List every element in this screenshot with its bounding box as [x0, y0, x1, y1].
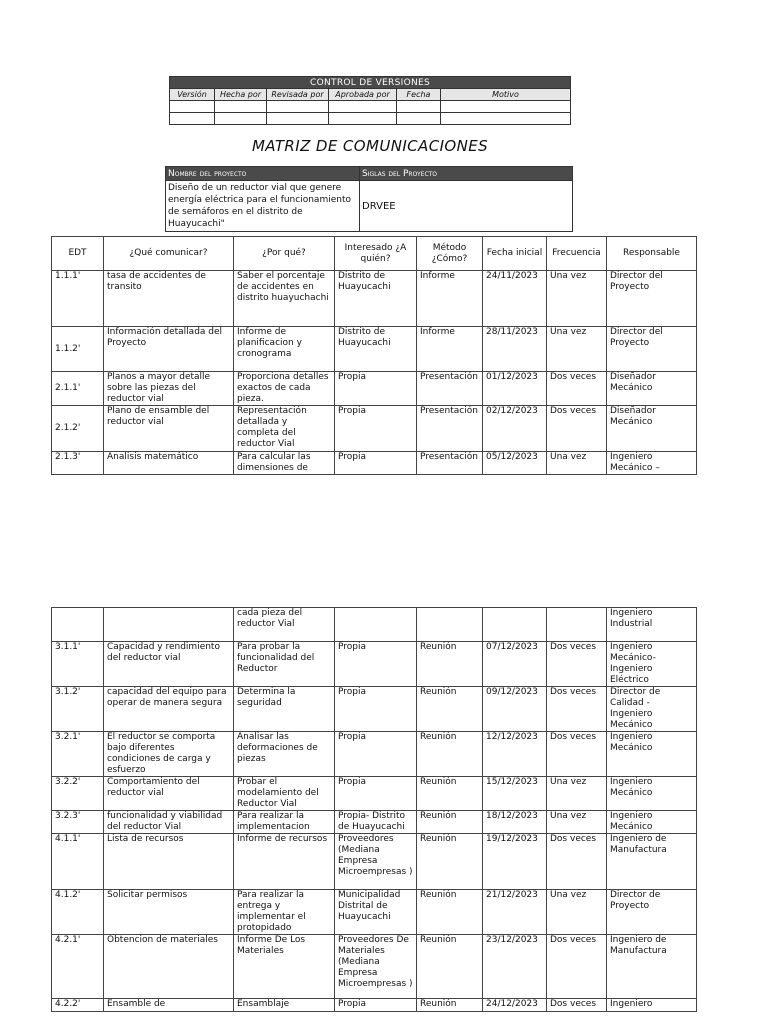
table-row [52, 406, 697, 452]
col-header-metodo: Método ¿Cómo? [417, 237, 483, 271]
cell-responsable: Ingeniero de Manufactura [607, 935, 697, 999]
cell-responsable: Ingeniero de Manufactura [607, 834, 697, 890]
version-control-table [169, 76, 571, 125]
cell-metodo: Reunión [417, 777, 483, 811]
cell-que [104, 608, 234, 642]
cell-metodo: Presentación [417, 406, 483, 452]
cell-que: Capacidad y rendimiento del reductor vial [104, 642, 234, 687]
col-header-responsable: Responsable [607, 237, 697, 271]
cell-responsable: Diseñador Mecánico [607, 372, 697, 406]
version-empty-row [170, 113, 571, 125]
cell-frecuencia: Dos veces [547, 999, 607, 1012]
cell-porque: Para realizar la implementacion [234, 811, 335, 834]
cell-metodo: Informe [417, 271, 483, 327]
table-row [52, 271, 697, 327]
cell-porque: Ensamblaje [234, 999, 335, 1012]
cell-responsable: Ingeniero Mecánico-Ingeniero Eléctrico [607, 642, 697, 687]
cell-interesado: Propia [335, 777, 417, 811]
cell-que: El reductor se comporta bajo diferentes condiciones de carga y esfuerzo [104, 732, 234, 777]
cell-responsable: Ingeniero Mecánico – [607, 452, 697, 475]
cell-frecuencia: Una vez [547, 327, 607, 372]
table-row [52, 999, 697, 1012]
cell-frecuencia: Dos veces [547, 687, 607, 732]
cell-frecuencia: Una vez [547, 890, 607, 935]
cell-fecha: 01/12/2023 [483, 372, 547, 406]
cell-metodo: Reunión [417, 732, 483, 777]
communication-matrix-part-2 [51, 607, 697, 1012]
cell-edt: 1.1.1' [52, 271, 104, 327]
cell-frecuencia: Una vez [547, 271, 607, 327]
cell-edt: 4.2.1' [52, 935, 104, 999]
cell-porque: Representación detallada y completa del reductor Vial [234, 406, 335, 452]
table-row [52, 777, 697, 811]
cell-fecha: 21/12/2023 [483, 890, 547, 935]
table-row [52, 372, 697, 406]
project-acronym-header: Siglas del Proyecto [360, 167, 573, 181]
cell-responsable: Ingeniero Industrial [607, 608, 697, 642]
cell-edt [52, 608, 104, 642]
cell-interesado: Proveedores (Mediana Empresa Microempresas ) [335, 834, 417, 890]
cell-fecha: 09/12/2023 [483, 687, 547, 732]
cell-que: tasa de accidentes de transito [104, 271, 234, 327]
project-acronym: DRVEE [360, 181, 573, 232]
cell-responsable: Ingeniero Mecánico [607, 732, 697, 777]
cell-metodo: Reunión [417, 642, 483, 687]
cell-edt: 4.2.2' [52, 999, 104, 1012]
cell-interesado: Propia [335, 372, 417, 406]
cell-interesado: Distrito de Huayucachi [335, 271, 417, 327]
matrix-body-1 [52, 271, 697, 475]
cell-que: Solicitar permisos [104, 890, 234, 935]
table-row [52, 687, 697, 732]
table-row [52, 890, 697, 935]
cell-que: capacidad del equipo para operar de manera segura [104, 687, 234, 732]
project-name: Diseño de un reductor vial que genere energía eléctrica para el funcionamiento de semáforos en el distrito de Huayucachi" [166, 181, 360, 232]
cell-edt: 4.1.2' [52, 890, 104, 935]
cell-metodo: Informe [417, 327, 483, 372]
cell-interesado: Propia- Distrito de Huayucachi [335, 811, 417, 834]
cell-interesado: Propia [335, 642, 417, 687]
cell-interesado [335, 608, 417, 642]
cell-frecuencia: Dos veces [547, 834, 607, 890]
cell-que: Obtencion de materiales [104, 935, 234, 999]
cell-fecha: 15/12/2023 [483, 777, 547, 811]
cell-edt: 3.2.1' [52, 732, 104, 777]
col-header-interesado: Interesado ¿A quién? [335, 237, 417, 271]
cell-porque: Para realizar la entrega y implementar el protopidado [234, 890, 335, 935]
cell-edt: 2.1.3' [52, 452, 104, 475]
cell-responsable: Director del Proyecto [607, 327, 697, 372]
col-header-edt: EDT [52, 237, 104, 271]
cell-edt: 2.1.1' [52, 372, 104, 406]
cell-interesado: Distrito de Huayucachi [335, 327, 417, 372]
cell-porque: Informe de planificacion y cronograma [234, 327, 335, 372]
cell-responsable: Director del Proyecto [607, 271, 697, 327]
project-name-header: Nombre del proyecto [166, 167, 360, 181]
cell-porque: Determina la seguridad [234, 687, 335, 732]
cell-fecha: 23/12/2023 [483, 935, 547, 999]
col-header-frecuencia: Frecuencia [547, 237, 607, 271]
cell-edt: 2.1.2' [52, 406, 104, 452]
cell-metodo: Reunión [417, 999, 483, 1012]
version-col-header: Fecha [397, 89, 441, 101]
version-control-title: CONTROL DE VERSIONES [170, 77, 571, 89]
cell-metodo [417, 608, 483, 642]
cell-que: Información detallada del Proyecto [104, 327, 234, 372]
cell-porque: cada pieza del reductor Vial [234, 608, 335, 642]
table-row [52, 608, 697, 642]
version-empty-row [170, 101, 571, 113]
cell-interesado: Propia [335, 452, 417, 475]
cell-frecuencia: Dos veces [547, 372, 607, 406]
cell-metodo: Reunión [417, 811, 483, 834]
cell-interesado: Propia [335, 406, 417, 452]
cell-responsable: Ingeniero Mecánico [607, 777, 697, 811]
cell-fecha: 19/12/2023 [483, 834, 547, 890]
col-header-porque: ¿Por qué? [234, 237, 335, 271]
cell-que: Lista de recursos [104, 834, 234, 890]
cell-porque: Para probar la funcionalidad del Reductor [234, 642, 335, 687]
cell-frecuencia: Una vez [547, 777, 607, 811]
version-col-header: Revisada por [267, 89, 329, 101]
cell-metodo: Reunión [417, 935, 483, 999]
cell-responsable: Diseñador Mecánico [607, 406, 697, 452]
cell-que: Comportamiento del reductor vial [104, 777, 234, 811]
table-row [52, 834, 697, 890]
cell-edt: 4.1.1' [52, 834, 104, 890]
table-row [52, 642, 697, 687]
cell-responsable: Ingeniero [607, 999, 697, 1012]
cell-edt: 1.1.2' [52, 327, 104, 372]
cell-edt: 3.1.1' [52, 642, 104, 687]
table-row [52, 327, 697, 372]
cell-frecuencia: Dos veces [547, 642, 607, 687]
cell-interesado: Propia [335, 999, 417, 1012]
version-col-header: Aprobada por [329, 89, 397, 101]
cell-interesado: Propia [335, 687, 417, 732]
version-col-header: Versión [170, 89, 215, 101]
col-header-fecha: Fecha inicial [483, 237, 547, 271]
project-table [165, 166, 573, 232]
cell-fecha: 12/12/2023 [483, 732, 547, 777]
cell-responsable: Director de Proyecto [607, 890, 697, 935]
cell-frecuencia: Dos veces [547, 732, 607, 777]
cell-responsable: Ingeniero Mecánico [607, 811, 697, 834]
table-row [52, 935, 697, 999]
cell-fecha [483, 608, 547, 642]
cell-metodo: Reunión [417, 834, 483, 890]
cell-fecha: 07/12/2023 [483, 642, 547, 687]
cell-que: Ensamble de [104, 999, 234, 1012]
cell-fecha: 24/12/2023 [483, 999, 547, 1012]
cell-responsable: Director de Calidad - Ingeniero Mecánico [607, 687, 697, 732]
cell-porque: Proporciona detalles exactos de cada pieza. [234, 372, 335, 406]
cell-fecha: 18/12/2023 [483, 811, 547, 834]
cell-interesado: Propia [335, 732, 417, 777]
cell-frecuencia: Una vez [547, 811, 607, 834]
cell-fecha: 05/12/2023 [483, 452, 547, 475]
cell-metodo: Reunión [417, 890, 483, 935]
cell-edt: 3.2.2' [52, 777, 104, 811]
cell-fecha: 28/11/2023 [483, 327, 547, 372]
col-header-que: ¿Qué comunicar? [104, 237, 234, 271]
cell-fecha: 02/12/2023 [483, 406, 547, 452]
table-row [52, 732, 697, 777]
cell-porque: Saber el porcentaje de accidentes en distrito huayuchachi [234, 271, 335, 327]
cell-porque: Probar el modelamiento del Reductor Vial [234, 777, 335, 811]
version-col-header: Motivo [441, 89, 571, 101]
table-row [52, 452, 697, 475]
cell-frecuencia: Una vez [547, 452, 607, 475]
cell-porque: Analisar las deformaciones de piezas [234, 732, 335, 777]
cell-que: Planos a mayor detalle sobre las piezas del reductor vial [104, 372, 234, 406]
cell-edt: 3.1.2' [52, 687, 104, 732]
cell-edt: 3.2.3' [52, 811, 104, 834]
cell-metodo: Presentación [417, 452, 483, 475]
cell-metodo: Reunión [417, 687, 483, 732]
cell-fecha: 24/11/2023 [483, 271, 547, 327]
matrix-body-2 [52, 608, 697, 1012]
cell-metodo: Presentación [417, 372, 483, 406]
cell-que: Analisis matemático [104, 452, 234, 475]
document-title: MATRIZ DE COMUNICACIONES [251, 137, 489, 155]
cell-porque: Informe de recursos [234, 834, 335, 890]
cell-frecuencia: Dos veces [547, 406, 607, 452]
communication-matrix-part-1 [51, 236, 697, 475]
cell-que: Plano de ensamble del reductor vial [104, 406, 234, 452]
cell-frecuencia [547, 608, 607, 642]
version-col-header: Hecha por [215, 89, 267, 101]
cell-que: funcionalidad y viabilidad del reductor Vial [104, 811, 234, 834]
cell-interesado: Municipalidad Distrital de Huayucachi [335, 890, 417, 935]
cell-frecuencia: Dos veces [547, 935, 607, 999]
cell-porque: Informe De Los Materiales [234, 935, 335, 999]
cell-interesado: Proveedores De Materiales (Mediana Empresa Microempresas ) [335, 935, 417, 999]
table-row [52, 811, 697, 834]
cell-porque: Para calcular las dimensiones de [234, 452, 335, 475]
